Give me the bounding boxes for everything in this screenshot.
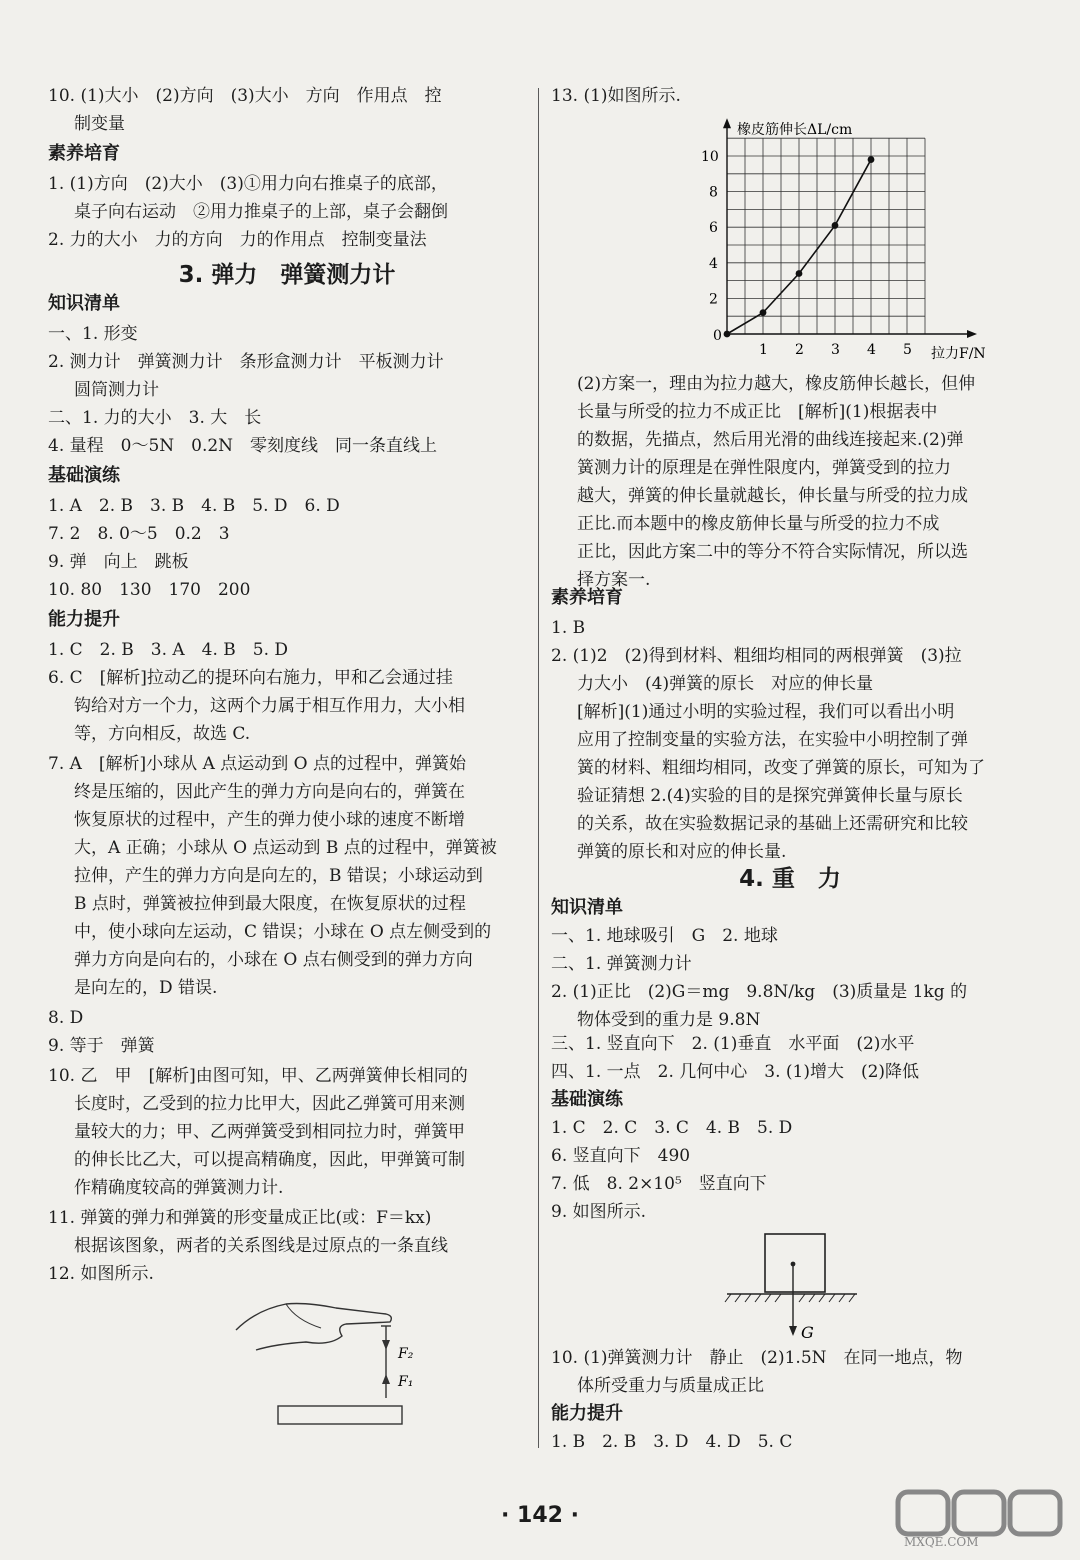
answer-line: 作精确度较高的弹簧测力计. xyxy=(74,1178,284,1198)
section-heading: 能力提升 xyxy=(551,1403,623,1424)
x-axis-label: 拉力F/N xyxy=(931,346,986,362)
answer-line: 四、1. 一点 2. 几何中心 3. (1)增大 (2)降低 xyxy=(551,1062,920,1082)
f2-arrow xyxy=(382,1340,390,1350)
finger-spring-figure xyxy=(226,1290,426,1440)
data-point xyxy=(832,222,839,229)
answer-line: 11. 弹簧的弹力和弹簧的形变量成正比(或：F＝kx) xyxy=(48,1208,432,1228)
answer-line: 簧测力计的原理是在弹性限度内，弹簧受到的拉力 xyxy=(577,458,951,478)
answer-line: 7. 2 8. 0～5 0.2 3 xyxy=(48,524,230,544)
section-heading: 知识清单 xyxy=(48,293,120,314)
answer-line: B 点时，弹簧被拉伸到最大限度，在恢复原状的过程 xyxy=(74,894,466,914)
answer-line: 10. 80 130 170 200 xyxy=(48,580,251,600)
answer-line: 的伸长比乙大，可以提高精确度，因此，甲弹簧可制 xyxy=(74,1150,465,1170)
gravity-label: G xyxy=(801,1323,814,1342)
answer-line: 12. 如图所示. xyxy=(48,1264,154,1284)
answer-line: 二、1. 力的大小 3. 大 长 xyxy=(48,408,262,428)
section-heading: 基础演练 xyxy=(48,465,120,486)
data-point xyxy=(724,331,731,338)
answer-line: 1. (1)方向 (2)大小 (3)①用力向右推桌子的底部， xyxy=(48,174,448,194)
answer-line: 一、1. 地球吸引 G 2. 地球 xyxy=(551,926,778,946)
section-heading: 素养培育 xyxy=(551,587,623,608)
x-tick-label: 1 xyxy=(759,342,768,358)
answer-line: (2)方案一，理由为拉力越大，橡皮筋伸长越长，但伸 xyxy=(577,374,976,394)
y-axis-label: 橡皮筋伸长ΔL/cm xyxy=(737,122,853,139)
watermark-logo xyxy=(894,1488,1064,1550)
answer-line: 2. (1)正比 (2)G＝mg 9.8N/kg (3)质量是 1kg 的 xyxy=(551,982,968,1002)
x-tick-label: 4 xyxy=(867,342,876,358)
answer-line: 一、1. 形变 xyxy=(48,324,138,344)
f1-arrow xyxy=(382,1374,390,1384)
y-axis-arrow xyxy=(723,118,731,128)
answer-line: 终是压缩的，因此产生的弹力方向是向右的，弹簧在 xyxy=(74,782,465,802)
answer-line: 1. B xyxy=(551,618,586,638)
answer-line: 1. B 2. B 3. D 4. D 5. C xyxy=(551,1432,793,1452)
section-heading: 基础演练 xyxy=(551,1089,623,1110)
answer-line: 恢复原状的过程中，产生的弹力使小球的速度不断增 xyxy=(74,810,465,830)
answer-line: 拉伸，产生的弹力方向是向左的，B 错误；小球运动到 xyxy=(74,866,483,886)
y-tick-label: 4 xyxy=(709,255,718,272)
answer-line: 9. 弹 向上 跳板 xyxy=(48,552,189,572)
svg-text:MXQE.COM: MXQE.COM xyxy=(904,1535,979,1549)
answer-line: 1. A 2. B 3. B 4. B 5. D 6. D xyxy=(48,496,340,516)
answer-line: 大，A 正确；小球从 O 点运动到 B 点的过程中，弹簧被 xyxy=(74,838,497,858)
answer-line: 应用了控制变量的实验方法，在实验中小明控制了弹 xyxy=(577,730,968,750)
answer-line: 7. 低 8. 2×10⁵ 竖直向下 xyxy=(551,1174,767,1194)
section-heading: 素养培育 xyxy=(48,143,120,164)
answer-line: 1. C 2. B 3. A 4. B 5. D xyxy=(48,640,289,660)
table-block xyxy=(278,1406,402,1424)
answer-line: 簧的材料、粗细均相同，改变了弹簧的原长，可知为了 xyxy=(577,758,985,778)
x-tick-label: 2 xyxy=(795,342,804,358)
answer-line: 长度时，乙受到的拉力比甲大，因此乙弹簧可用来测 xyxy=(74,1094,465,1114)
x-tick-label: 3 xyxy=(831,342,840,358)
answer-line: 体所受重力与质量成正比 xyxy=(577,1376,764,1396)
f1-label: F₁ xyxy=(398,1374,414,1390)
answer-line: 越大，弹簧的伸长量就越长，伸长量与所受的拉力成 xyxy=(577,486,968,506)
answer-line: 4. 量程 0～5N 0.2N 零刻度线 同一条直线上 xyxy=(48,436,438,456)
x-tick-label: 5 xyxy=(903,342,912,358)
section-heading: 知识清单 xyxy=(551,897,623,918)
answer-line: 6. 竖直向下 490 xyxy=(551,1146,691,1166)
answer-line: 10. (1)大小 (2)方向 (3)大小 方向 作用点 控 xyxy=(48,86,442,106)
answer-line: 制变量 xyxy=(74,114,125,134)
answer-line: 的关系，故在实验数据记录的基础上还需研究和比较 xyxy=(577,814,968,834)
y-tick-label: 8 xyxy=(709,184,718,201)
answer-line: 择方案一. xyxy=(577,570,651,590)
answer-line: 2. (1)2 (2)得到材料、粗细均相同的两根弹簧 (3)拉 xyxy=(551,646,962,666)
answer-line: 正比，因此方案二中的等分不符合实际情况，所以选 xyxy=(577,542,968,562)
answer-line: 2. 力的大小 力的方向 力的作用点 控制变量法 xyxy=(48,230,427,250)
answer-line: 量较大的力；甲、乙两弹簧受到相同拉力时，弹簧甲 xyxy=(74,1122,465,1142)
answer-line: 圆筒测力计 xyxy=(74,380,159,400)
data-point xyxy=(868,156,875,163)
answer-line: 根据该图象，两者的关系图线是过原点的一条直线 xyxy=(74,1236,448,1256)
answer-line: 10. 乙 甲 [解析]由图可知，甲、乙两弹簧伸长相同的 xyxy=(48,1066,468,1086)
answer-line: 10. (1)弹簧测力计 静止 (2)1.5N 在同一地点，物 xyxy=(551,1348,963,1368)
answer-line: 的数据，先描点，然后用光滑的曲线连接起来.(2)弹 xyxy=(577,430,964,450)
y-tick-label: 6 xyxy=(709,220,718,237)
x-axis-arrow xyxy=(967,330,977,338)
page-number: · 142 · xyxy=(501,1503,579,1528)
answer-line: 9. 如图所示. xyxy=(551,1202,647,1222)
gravity-figure xyxy=(721,1226,861,1346)
answer-line: [解析](1)通过小明的实验过程，我们可以看出小明 xyxy=(577,702,955,722)
answer-line: 钩给对方一个力，这两个力属于相互作用力，大小相 xyxy=(74,696,465,716)
answer-line: 8. D xyxy=(48,1008,84,1028)
answer-line: 弹簧的原长和对应的伸长量. xyxy=(577,842,787,862)
answer-line: 等，方向相反，故选 C. xyxy=(74,724,251,744)
answer-line: 7. A [解析]小球从 A 点运动到 O 点的过程中，弹簧始 xyxy=(48,754,466,774)
answer-line: 6. C [解析]拉动乙的提环向右施力，甲和乙会通过挂 xyxy=(48,668,453,688)
answer-line: 验证猜想 2.(4)实验的目的是探究弹簧伸长量与原长 xyxy=(577,786,963,806)
f2-label: F₂ xyxy=(398,1346,414,1362)
y-tick-label: 10 xyxy=(701,149,719,165)
answer-line: 正比.而本题中的橡皮筋伸长量与所受的拉力不成 xyxy=(577,514,940,534)
answer-line: 桌子向右运动 ②用力推桌子的上部，桌子会翻倒 xyxy=(74,202,448,222)
answer-line: 是向左的，D 错误. xyxy=(74,978,218,998)
answer-line: 弹力方向是向右的，小球在 O 点右侧受到的弹力方向 xyxy=(74,950,473,970)
answer-line: 二、1. 弹簧测力计 xyxy=(551,954,692,974)
chapter-title: 4. 重 力 xyxy=(739,866,841,892)
answer-line: 2. 测力计 弹簧测力计 条形盒测力计 平板测力计 xyxy=(48,352,444,372)
data-point xyxy=(760,309,767,316)
chapter-title: 3. 弹力 弹簧测力计 xyxy=(178,262,396,288)
y-tick-label: 2 xyxy=(709,291,718,308)
data-point xyxy=(796,270,803,277)
origin-label: 0 xyxy=(713,328,722,344)
answer-line: 力大小 (4)弹簧的原长 对应的伸长量 xyxy=(577,674,874,694)
answer-line: 三、1. 竖直向下 2. (1)垂直 水平面 (2)水平 xyxy=(551,1034,915,1054)
answer-line: 1. C 2. C 3. C 4. B 5. D xyxy=(551,1118,793,1138)
answer-line: 9. 等于 弹簧 xyxy=(48,1036,155,1056)
stretch-force-chart xyxy=(661,108,986,368)
answer-line: 中，使小球向左运动，C 错误；小球在 O 点左侧受到的 xyxy=(74,922,492,942)
answer-line: 13. (1)如图所示. xyxy=(551,86,681,106)
section-heading: 能力提升 xyxy=(48,609,120,630)
answer-line: 长量与所受的拉力不成正比 [解析](1)根据表中 xyxy=(577,402,938,422)
answer-line: 物体受到的重力是 9.8N xyxy=(577,1010,761,1030)
